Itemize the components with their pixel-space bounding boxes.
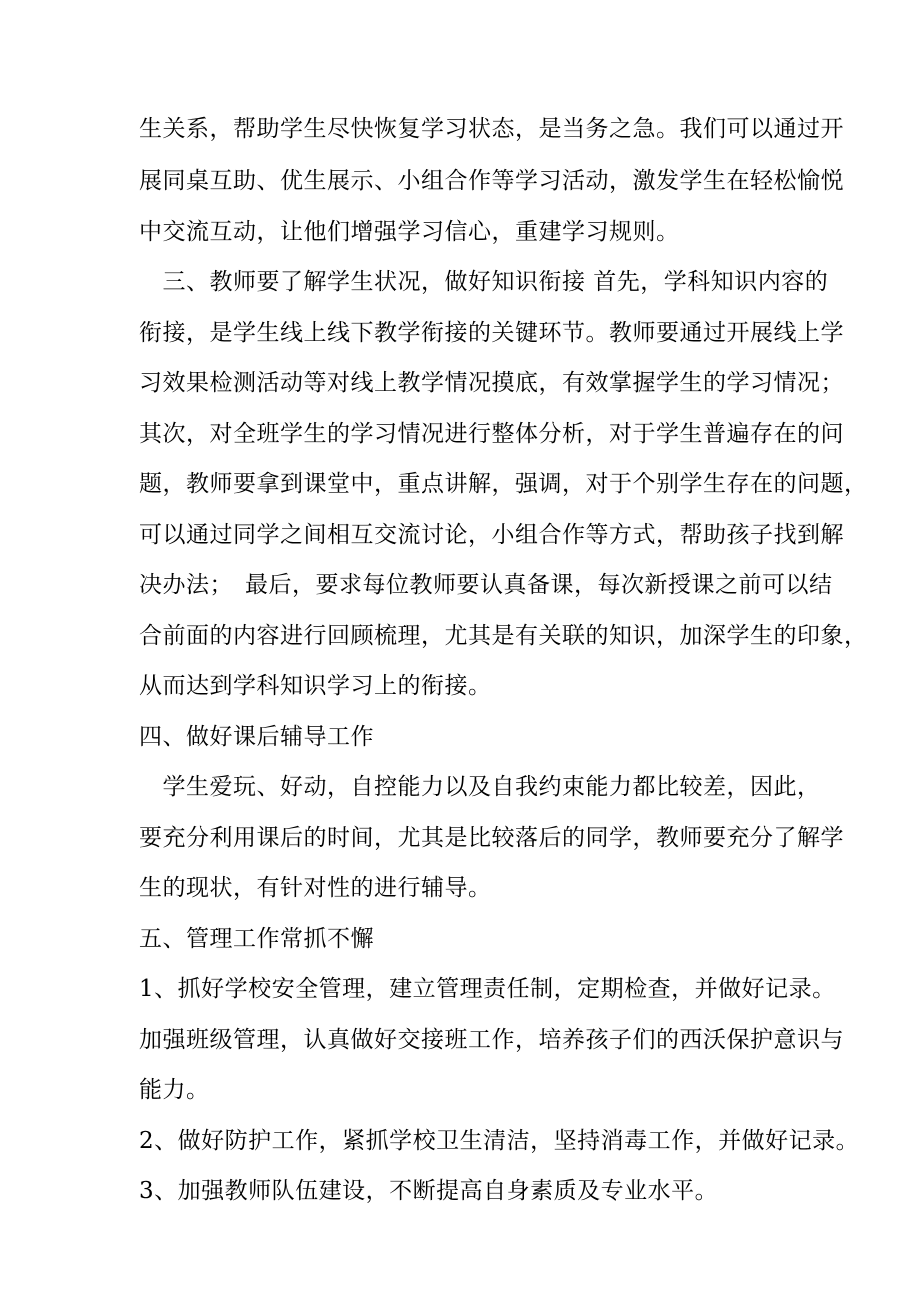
text-line: 生的现状，有针对性的进行辅导。 — [139, 875, 492, 901]
text-line: 加强班级管理，认真做好交接班工作，培养孩子们的西沃保护意识与 — [139, 1027, 844, 1053]
text-line: 习效果检测活动等对线上教学情况摸底，有效掌握学生的学习情况； — [139, 370, 844, 396]
text-line: 生关系，帮助学生尽快恢复学习状态，是当务之急。我们可以通过开 — [139, 116, 844, 142]
list-item-2: 2、做好防护工作，紧抓学校卫生清洁，坚持消毒工作，并做好记录。 — [139, 1128, 860, 1154]
section-heading-4: 四、做好课后辅导工作 — [139, 724, 374, 750]
list-item-1: 1、抓好学校安全管理，建立管理责任制，定期检查，并做好记录。 — [139, 976, 836, 1002]
text-line: 要充分利用课后的时间，尤其是比较落后的同学，教师要充分了解学 — [139, 825, 844, 851]
section-heading-3: 三、教师要了解学生状况，做好知识衔接 首先，学科知识内容的 — [139, 269, 829, 295]
text-line: 展同桌互助、优生展示、小组合作等学习活动，激发学生在轻松愉悦 — [139, 168, 844, 194]
text-line: 其次，对全班学生的学习情况进行整体分析，对于学生普遍存在的问 — [139, 421, 844, 447]
text-line: 合前面的内容进行回顾梳理，尤其是有关联的知识，加深学生的印象， — [139, 623, 868, 649]
text-line: 学生爱玩、好动，自控能力以及自我约束能力都比较差，因此， — [139, 774, 821, 800]
text-line: 可以通过同学之间相互交流讨论，小组合作等方式，帮助孩子找到解 — [139, 522, 844, 548]
list-item-3: 3、加强教师队伍建设，不断提高自身素质及专业水平。 — [139, 1178, 719, 1204]
text-line: 中交流互动，让他们增强学习信心，重建学习规则。 — [139, 219, 680, 245]
section-heading-5: 五、管理工作常抓不懈 — [139, 926, 374, 952]
text-line: 题，教师要拿到课堂中，重点讲解，强调，对于个别学生存在的问题， — [139, 471, 868, 497]
text-line: 能力。 — [139, 1077, 210, 1103]
text-line: 衔接，是学生线上线下教学衔接的关键环节。教师要通过开展线上学 — [139, 320, 844, 346]
text-line: 决办法； 最后，要求每位教师要认真备课，每次新授课之前可以结 — [139, 572, 833, 598]
text-line: 从而达到学科知识学习上的衔接。 — [139, 673, 492, 699]
